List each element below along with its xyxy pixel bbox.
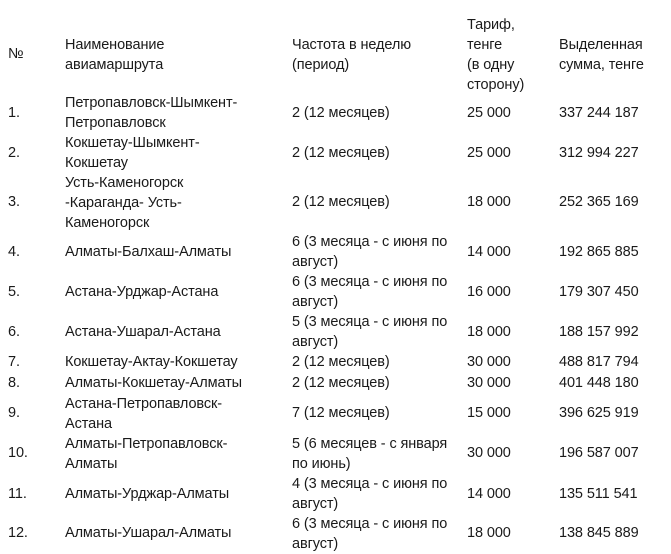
- row-tariff: 25 000: [467, 145, 511, 161]
- row-number: 10.: [8, 445, 28, 461]
- row-frequency: 5 (6 месяцев - с января по июнь): [292, 436, 448, 472]
- row-tariff: 14 000: [467, 244, 511, 260]
- row-number: 3.: [8, 194, 20, 210]
- row-route-name: Алматы-Ушарал-Алматы: [65, 525, 232, 541]
- row-sum: 401 448 180: [559, 375, 639, 391]
- row-frequency: 6 (3 месяца - с июня по август): [292, 274, 448, 310]
- row-sum: 196 587 007: [559, 445, 639, 461]
- row-tariff: 18 000: [467, 194, 511, 210]
- row-sum: 252 365 169: [559, 194, 639, 210]
- row-sum: 179 307 450: [559, 284, 639, 300]
- row-route-name: Алматы-Кокшетау-Алматы: [65, 375, 242, 391]
- row-route-name: Кокшетау-Актау-Кокшетау: [65, 354, 238, 370]
- row-route-name: Алматы-Балхаш-Алматы: [65, 244, 232, 260]
- row-tariff: 18 000: [467, 324, 511, 340]
- row-sum: 135 511 541: [559, 486, 638, 502]
- row-tariff: 30 000: [467, 445, 511, 461]
- row-route-name: Алматы-Петропавловск- Алматы: [65, 436, 228, 472]
- row-tariff: 15 000: [467, 405, 511, 421]
- row-number: 8.: [8, 375, 20, 391]
- row-tariff: 30 000: [467, 375, 511, 391]
- row-route-name: Усть-Каменогорск -Караганда- Усть- Каменогорск: [65, 175, 184, 231]
- row-sum: 188 157 992: [559, 324, 639, 340]
- row-frequency: 6 (3 месяца - с июня по август): [292, 234, 448, 270]
- row-number: 2.: [8, 145, 20, 161]
- row-frequency: 2 (12 месяцев): [292, 194, 390, 210]
- row-number: 1.: [8, 105, 20, 121]
- row-tariff: 30 000: [467, 354, 511, 370]
- row-frequency: 7 (12 месяцев): [292, 405, 390, 421]
- row-tariff: 18 000: [467, 525, 511, 541]
- row-number: 7.: [8, 354, 20, 370]
- header-tariff: Тариф, тенге (в одну сторону): [467, 17, 525, 93]
- row-tariff: 16 000: [467, 284, 511, 300]
- row-route-name: Алматы-Урджар-Алматы: [65, 486, 230, 502]
- row-sum: 192 865 885: [559, 244, 639, 260]
- row-route-name: Кокшетау-Шымкент- Кокшетау: [65, 135, 200, 171]
- row-frequency: 4 (3 месяца - с июня по август): [292, 476, 448, 512]
- row-frequency: 6 (3 месяца - с июня по август): [292, 516, 448, 552]
- row-tariff: 25 000: [467, 105, 511, 121]
- header-freq: Частота в неделю (период): [292, 37, 412, 73]
- header-sum: Выделенная сумма, тенге: [559, 37, 644, 73]
- row-number: 9.: [8, 405, 20, 421]
- row-frequency: 2 (12 месяцев): [292, 105, 390, 121]
- row-sum: 312 994 227: [559, 145, 639, 161]
- row-number: 11.: [8, 486, 27, 502]
- row-route-name: Петропавловск-Шымкент- Петропавловск: [65, 95, 238, 131]
- row-tariff: 14 000: [467, 486, 511, 502]
- row-number: 12.: [8, 525, 28, 541]
- row-frequency: 5 (3 месяца - с июня по август): [292, 314, 448, 350]
- row-route-name: Астана-Урджар-Астана: [65, 284, 219, 300]
- row-frequency: 2 (12 месяцев): [292, 354, 390, 370]
- row-sum: 396 625 919: [559, 405, 639, 421]
- row-sum: 488 817 794: [559, 354, 639, 370]
- header-num: №: [8, 46, 24, 62]
- row-sum: 337 244 187: [559, 105, 639, 121]
- row-number: 5.: [8, 284, 20, 300]
- row-frequency: 2 (12 месяцев): [292, 375, 390, 391]
- row-route-name: Астана-Ушарал-Астана: [65, 324, 221, 340]
- row-sum: 138 845 889: [559, 525, 639, 541]
- row-number: 6.: [8, 324, 20, 340]
- row-route-name: Астана-Петропавловск- Астана: [65, 396, 222, 432]
- row-frequency: 2 (12 месяцев): [292, 145, 390, 161]
- header-name: Наименование авиамаршрута: [65, 37, 165, 73]
- row-number: 4.: [8, 244, 20, 260]
